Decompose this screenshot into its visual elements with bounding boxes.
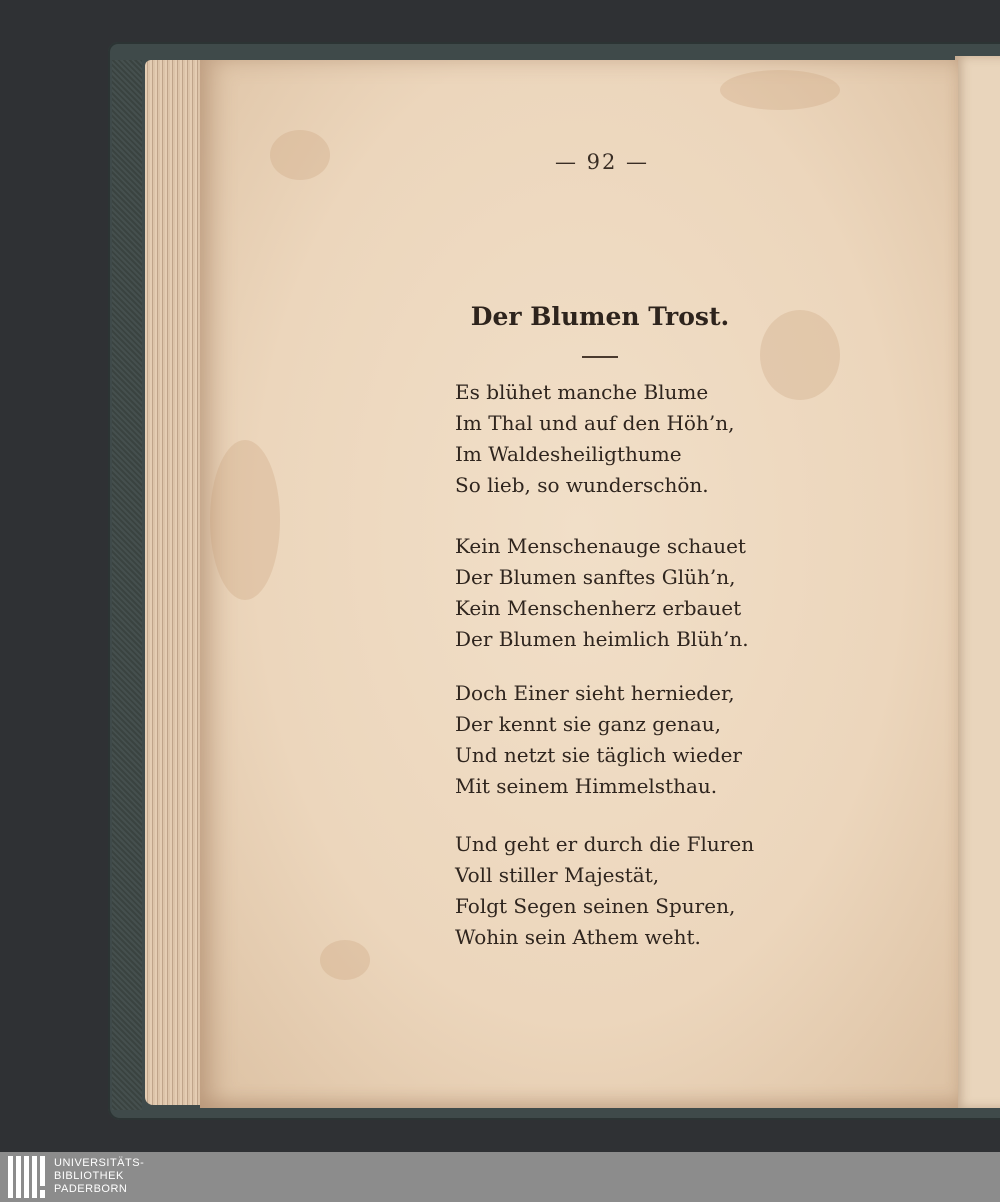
page-number: — 92 — bbox=[554, 150, 650, 174]
poem-line: Der Blumen heimlich Blüh’n. bbox=[455, 627, 749, 651]
library-logo-text bbox=[54, 1157, 144, 1196]
logo-line: BIBLIOTHEK bbox=[54, 1170, 124, 1182]
library-logo-icon bbox=[8, 1156, 48, 1198]
foxing-stain bbox=[720, 70, 840, 110]
stanza-2 bbox=[455, 531, 785, 655]
poem-title: Der Blumen Trost. bbox=[470, 302, 730, 331]
logo-line: UNIVERSITÄTS- bbox=[54, 1157, 145, 1169]
cover-cloth-texture bbox=[112, 60, 142, 1110]
poem-line: Folgt Segen seinen Spuren, bbox=[455, 894, 736, 918]
title-divider bbox=[582, 356, 618, 358]
poem-line: Im Waldesheiligthume bbox=[455, 442, 682, 466]
poem-line: Und geht er durch die Fluren bbox=[455, 832, 755, 856]
stanza-1 bbox=[455, 377, 785, 501]
page-edges bbox=[145, 60, 207, 1105]
poem-line: Und netzt sie täglich wieder bbox=[455, 743, 742, 767]
logo-line: PADERBORN bbox=[54, 1183, 128, 1195]
foxing-stain bbox=[320, 940, 370, 980]
stanza-3 bbox=[455, 678, 785, 802]
foxing-stain bbox=[270, 130, 330, 180]
foxing-stain bbox=[210, 440, 280, 600]
poem-line: Voll stiller Majestät, bbox=[455, 863, 660, 887]
poem-line: Der kennt sie ganz genau, bbox=[455, 712, 721, 736]
library-footer bbox=[0, 1152, 1000, 1202]
poem-line: Es blühet manche Blume bbox=[455, 380, 709, 404]
poem-line: Wohin sein Athem weht. bbox=[455, 925, 701, 949]
poem-line: Der Blumen sanftes Glüh’n, bbox=[455, 565, 736, 589]
poem-line: Doch Einer sieht hernieder, bbox=[455, 681, 735, 705]
stanza-4 bbox=[455, 829, 785, 953]
facing-page-edge bbox=[955, 56, 1000, 1108]
poem-line: Kein Menschenauge schauet bbox=[455, 534, 746, 558]
poem-line: Kein Menschenherz erbauet bbox=[455, 596, 742, 620]
poem-line: Mit seinem Himmelsthau. bbox=[455, 774, 718, 798]
poem-line: So lieb, so wunderschön. bbox=[455, 473, 709, 497]
poem-line: Im Thal und auf den Höh’n, bbox=[455, 411, 735, 435]
